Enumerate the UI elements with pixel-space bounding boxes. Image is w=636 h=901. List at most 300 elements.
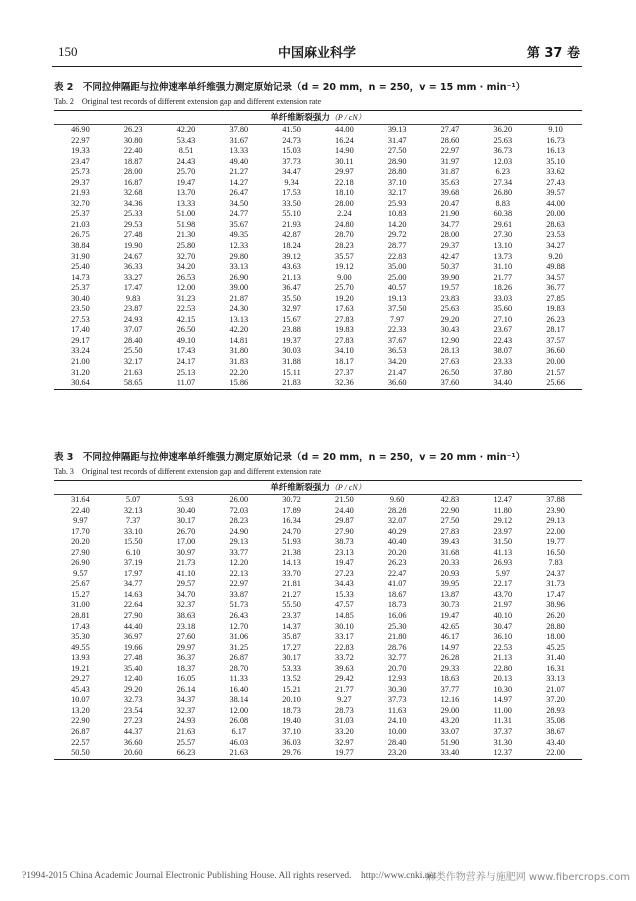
table-cell: 22.47 (387, 568, 407, 578)
table-cell: 31.25 (229, 642, 249, 652)
table-cell: 21.83 (282, 378, 301, 388)
table-cell: 34.70 (176, 589, 196, 599)
table-cell: 25.67 (71, 579, 90, 589)
table-cell: 10.83 (387, 209, 407, 219)
table-cell: 30.40 (176, 505, 196, 515)
table-cell: 16.73 (546, 135, 565, 145)
table-cell: 23.50 (71, 304, 90, 314)
table-cell: 24.30 (229, 304, 249, 314)
table-cell: 21.47 (387, 367, 407, 377)
table-cell: 16.87 (123, 177, 143, 187)
table-cell: 17.97 (123, 568, 143, 578)
table-cell: 34.40 (493, 378, 513, 388)
table-cell: 34.77 (440, 219, 460, 229)
table-cell: 37.67 (387, 335, 407, 345)
table-cell: 49.10 (176, 335, 196, 345)
table-cell: 24.90 (229, 526, 249, 536)
table-cell: 17.00 (176, 537, 196, 547)
table-cell: 34.43 (335, 579, 354, 589)
table-cell: 53.43 (176, 135, 196, 145)
table-cell: 21.93 (71, 188, 90, 198)
table-cell: 23.18 (176, 621, 196, 631)
table-cell: 15.86 (229, 378, 249, 388)
table-cell: 29.12 (493, 516, 513, 526)
table-cell: 21.81 (282, 579, 301, 589)
table-cell: 29.27 (71, 674, 90, 684)
table-cell: 12.16 (440, 695, 460, 705)
table-cell: 19.47 (440, 611, 460, 621)
table-cell: 25.70 (176, 167, 196, 177)
table-cell: 25.13 (176, 367, 196, 377)
table-cell: 26.28 (440, 653, 460, 663)
table-row (54, 188, 582, 199)
table-cell: 12.47 (493, 495, 513, 504)
table-cell: 34.50 (229, 198, 249, 208)
table-cell: 13.73 (493, 251, 513, 261)
table-cell: 18.87 (123, 156, 143, 166)
table-cell: 36.10 (493, 632, 513, 642)
table-cell: 35.10 (546, 156, 565, 166)
table-cell: 17.27 (282, 642, 301, 652)
table-cell: 21.93 (282, 219, 301, 229)
table-cell: 9.20 (548, 251, 563, 261)
table-cell: 29.53 (123, 219, 143, 229)
table-cell: 32.13 (123, 505, 143, 515)
table-cell: 19.12 (335, 262, 354, 272)
table-row (54, 209, 582, 220)
table-cell: 27.53 (71, 314, 90, 324)
table-cell: 14.81 (229, 335, 249, 345)
table-cell: 32.37 (176, 705, 196, 715)
table-cell: 31.03 (335, 716, 354, 726)
table-cell: 22.64 (123, 600, 143, 610)
table-cell: 19.13 (387, 293, 407, 303)
copyright-text: ?1994-2015 China Academic Journal Electronic Publishing House. All rights reserved. (22, 871, 352, 881)
table-cell: 49.35 (229, 230, 249, 240)
table-cell: 14.85 (335, 611, 354, 621)
table-row (54, 685, 582, 696)
table-cell: 25.33 (123, 209, 143, 219)
table-cell: 18.37 (176, 663, 196, 673)
table-cell: 25.66 (546, 378, 565, 388)
table-cell: 35.87 (282, 632, 301, 642)
table-cell: 37.73 (282, 156, 301, 166)
table-cell: 10.07 (71, 695, 90, 705)
table-cell: 21.90 (440, 209, 460, 219)
table-cell: 15.27 (71, 589, 90, 599)
table-cell: 27.83 (440, 526, 460, 536)
table-cell: 39.95 (440, 579, 460, 589)
table-cell: 33.87 (229, 589, 249, 599)
table-cell: 16.06 (387, 611, 407, 621)
table-cell: 23.37 (282, 611, 301, 621)
table-cell: 21.63 (176, 727, 196, 737)
table-cell: 13.52 (282, 674, 301, 684)
table-cell: 16.24 (335, 135, 354, 145)
table-cell: 26.87 (71, 727, 90, 737)
table-cell: 33.62 (546, 167, 565, 177)
table-cell: 26.08 (229, 716, 249, 726)
table-cell: 29.97 (335, 167, 354, 177)
table-cell: 28.73 (335, 705, 354, 715)
table-cell: 11.07 (176, 378, 196, 388)
table-cell: 42.20 (229, 325, 249, 335)
table-cell: 21.57 (546, 367, 565, 377)
table-cell: 28.13 (440, 346, 460, 356)
table-cell: 42.87 (282, 230, 301, 240)
table-cell: 25.40 (71, 262, 90, 272)
table-cell: 9.00 (337, 272, 352, 282)
table-cell: 18.00 (546, 632, 565, 642)
table-cell: 9.34 (284, 177, 299, 187)
table-row (54, 695, 582, 706)
table-cell: 34.36 (123, 198, 143, 208)
table-cell: 53.33 (282, 663, 301, 673)
table-cell: 21.38 (282, 547, 301, 557)
table-cell: 38.07 (493, 346, 513, 356)
table-cell: 26.23 (546, 314, 565, 324)
table-cell: 29.97 (176, 642, 196, 652)
table-cell: 44.00 (335, 125, 354, 134)
table-cell: 20.13 (493, 674, 513, 684)
table-row (54, 378, 582, 389)
table-cell: 29.33 (440, 663, 460, 673)
table-row (54, 125, 582, 136)
table-cell: 28.23 (229, 516, 249, 526)
table-cell: 21.77 (493, 272, 513, 282)
table-cell: 24.17 (176, 357, 196, 367)
table-cell: 32.70 (71, 198, 90, 208)
table-cell: 38.67 (546, 727, 565, 737)
table-3-bottom-rule (54, 759, 582, 760)
table-cell: 39.12 (282, 251, 301, 261)
table-cell: 30.03 (282, 346, 301, 356)
table-row (54, 706, 582, 717)
table-cell: 23.54 (123, 705, 143, 715)
table-cell: 19.37 (282, 335, 301, 345)
table-cell: 38.84 (71, 241, 90, 251)
table-row (54, 336, 582, 347)
table-cell: 34.47 (282, 167, 301, 177)
table-cell: 26.90 (71, 558, 90, 568)
table-cell: 18.17 (335, 357, 354, 367)
table-cell: 50.50 (71, 748, 90, 758)
table-cell: 29.61 (493, 219, 513, 229)
table-cell: 33.17 (335, 632, 354, 642)
table-cell: 31.97 (440, 156, 460, 166)
table-cell: 14.13 (282, 558, 301, 568)
table-cell: 22.90 (440, 505, 460, 515)
table-cell: 20.00 (546, 357, 565, 367)
table-cell: 18.24 (282, 241, 301, 251)
table-2-caption-en: Tab. 2 Original test records of different extension gap and different extension rate (54, 97, 322, 106)
table-cell: 32.68 (123, 188, 143, 198)
table-cell: 17.47 (546, 589, 565, 599)
table-cell: 39.90 (440, 272, 460, 282)
table-row (54, 579, 582, 590)
table-cell: 15.03 (282, 146, 301, 156)
table-cell: 30.17 (176, 516, 196, 526)
table-cell: 26.75 (71, 230, 90, 240)
table-cell: 34.10 (335, 346, 354, 356)
table-cell: 20.20 (387, 547, 407, 557)
table-row (54, 611, 582, 622)
table-cell: 17.53 (282, 188, 301, 198)
table-row (54, 273, 582, 284)
table-cell: 36.60 (123, 737, 143, 747)
table-cell: 22.97 (229, 579, 249, 589)
table-cell: 38.14 (229, 695, 249, 705)
table-row (54, 653, 582, 664)
table-3-column-header (54, 481, 582, 494)
table-cell: 10.30 (493, 684, 513, 694)
table-cell: 25.37 (71, 283, 90, 293)
table-cell: 19.66 (123, 642, 143, 652)
table-cell: 13.33 (229, 146, 249, 156)
table-cell: 25.37 (71, 209, 90, 219)
table-cell: 31.73 (546, 579, 565, 589)
table-cell: 23.83 (440, 293, 460, 303)
table-cell: 34.20 (387, 357, 407, 367)
table-cell: 36.20 (493, 125, 513, 134)
table-row (54, 537, 582, 548)
table-cell: 24.93 (176, 716, 196, 726)
table-cell: 37.73 (387, 695, 407, 705)
table-cell: 12.33 (229, 241, 249, 251)
table-cell: 36.77 (546, 283, 565, 293)
table-cell: 24.77 (229, 209, 249, 219)
table-cell: 9.10 (548, 125, 563, 134)
table-cell: 37.77 (440, 684, 460, 694)
table-cell: 7.83 (548, 558, 563, 568)
table-cell: 30.11 (335, 156, 354, 166)
table-cell: 30.72 (282, 495, 301, 504)
page-header (52, 40, 582, 67)
table-cell: 27.37 (335, 367, 354, 377)
table-cell: 25.00 (387, 272, 407, 282)
table-cell: 39.57 (546, 188, 565, 198)
table-cell: 30.97 (176, 547, 196, 557)
table-cell: 34.77 (123, 579, 143, 589)
table-cell: 28.80 (387, 167, 407, 177)
table-3-caption-cn: 表 3 不同拉伸隔距与拉伸速率单纤维强力测定原始记录（d = 20 mm，n = 250，v = 20 mm · min⁻¹） (54, 452, 526, 463)
table-cell: 21.63 (123, 367, 143, 377)
copyright-notice (22, 871, 436, 881)
table-cell: 37.37 (493, 727, 513, 737)
page-number: 150 (58, 44, 78, 59)
table-cell: 5.93 (178, 495, 194, 504)
table-cell: 31.88 (282, 357, 301, 367)
table-cell: 17.70 (71, 526, 90, 536)
table-cell: 49.40 (229, 156, 249, 166)
table-cell: 40.40 (387, 537, 407, 547)
table-cell: 23.90 (546, 505, 565, 515)
table-row (54, 357, 582, 368)
table-cell: 28.90 (387, 156, 407, 166)
table-cell: 16.13 (546, 146, 565, 156)
table-cell: 39.63 (335, 663, 354, 673)
table-cell: 19.40 (282, 716, 301, 726)
table-cell: 17.40 (71, 325, 90, 335)
table-cell: 27.50 (440, 516, 460, 526)
table-cell: 30.43 (440, 325, 460, 335)
table-cell: 12.00 (176, 283, 196, 293)
table-cell: 37.20 (546, 695, 565, 705)
table-cell: 29.20 (440, 314, 460, 324)
table-cell: 33.13 (546, 674, 565, 684)
table-2 (54, 80, 582, 390)
table-cell: 30.40 (71, 293, 90, 303)
table-cell: 24.37 (546, 568, 565, 578)
table-cell: 22.18 (335, 177, 354, 187)
table-cell: 26.93 (493, 558, 513, 568)
table-cell: 18.73 (387, 600, 407, 610)
table-cell: 37.88 (546, 495, 565, 504)
table-cell: 35.00 (387, 262, 407, 272)
table-cell: 36.53 (387, 346, 407, 356)
table-cell: 33.10 (123, 526, 143, 536)
table-cell: 26.50 (440, 367, 460, 377)
table-cell: 29.37 (440, 241, 460, 251)
table-cell: 33.03 (493, 293, 513, 303)
table-cell: 13.93 (71, 653, 90, 663)
table-cell: 14.97 (440, 642, 460, 652)
table-row (54, 527, 582, 538)
table-cell: 29.76 (282, 748, 301, 758)
table-cell: 7.37 (125, 516, 141, 526)
table-cell: 46.17 (440, 632, 460, 642)
table-cell: 15.33 (335, 589, 354, 599)
table-cell: 55.50 (282, 600, 301, 610)
table-cell: 20.70 (387, 663, 407, 673)
table-2-bottom-rule (54, 389, 582, 390)
table-cell: 27.83 (335, 314, 354, 324)
table-2-data (54, 125, 582, 389)
table-cell: 35.57 (335, 251, 354, 261)
table-cell: 28.00 (440, 230, 460, 240)
table-row (54, 346, 582, 357)
table-cell: 21.13 (282, 272, 301, 282)
table-cell: 28.76 (387, 642, 407, 652)
table-cell: 25.93 (387, 198, 407, 208)
table-cell: 31.83 (229, 357, 249, 367)
table-cell: 20.33 (440, 558, 460, 568)
table-cell: 22.83 (335, 642, 354, 652)
table-cell: 20.20 (71, 537, 90, 547)
table-cell: 22.20 (229, 367, 249, 377)
table-cell: 28.93 (546, 705, 565, 715)
table-row (54, 304, 582, 315)
table-cell: 30.80 (123, 135, 143, 145)
table-cell: 33.13 (229, 262, 249, 272)
table-row (54, 230, 582, 241)
table-cell: 27.63 (440, 357, 460, 367)
table-cell: 28.00 (123, 167, 143, 177)
table-cell: 16.50 (546, 547, 565, 557)
table-cell: 16.34 (282, 516, 301, 526)
table-cell: 42.65 (440, 621, 460, 631)
table-cell: 29.72 (387, 230, 407, 240)
table-cell: 9.97 (73, 516, 88, 526)
table-cell: 13.33 (176, 198, 196, 208)
table-cell: 25.70 (335, 283, 354, 293)
table-cell: 40.57 (387, 283, 407, 293)
table-cell: 12.93 (387, 674, 407, 684)
table-cell: 22.00 (546, 748, 565, 758)
table-cell: 30.47 (493, 621, 513, 631)
table-cell: 40.29 (387, 526, 407, 536)
table-cell: 34.27 (546, 241, 565, 251)
table-cell: 31.30 (493, 737, 513, 747)
table-cell: 37.50 (387, 304, 407, 314)
table-cell: 15.21 (282, 684, 301, 694)
table-cell: 42.15 (176, 314, 196, 324)
table-row (54, 569, 582, 580)
table-row (54, 548, 582, 559)
table-cell: 19.83 (335, 325, 354, 335)
journal-title: 中国麻业科学 (277, 46, 356, 61)
table-cell: 44.37 (123, 727, 143, 737)
table-cell: 16.05 (176, 674, 196, 684)
table-row (54, 241, 582, 252)
table-cell: 36.60 (387, 378, 407, 388)
table-cell: 35.67 (229, 219, 249, 229)
table-cell: 23.53 (546, 230, 565, 240)
table-cell: 13.10 (493, 241, 513, 251)
table-cell: 26.23 (123, 125, 143, 134)
table-cell: 12.70 (229, 621, 249, 631)
table-row (54, 294, 582, 305)
table-2-column-header (54, 111, 582, 124)
table-cell: 12.00 (229, 705, 249, 715)
table-cell: 31.64 (71, 495, 90, 504)
cnki-url[interactable]: http://www.cnki.net (361, 871, 437, 881)
table-cell: 14.20 (387, 219, 407, 229)
table-cell: 32.36 (335, 378, 354, 388)
table-cell: 31.40 (546, 653, 565, 663)
table-cell: 29.17 (71, 335, 90, 345)
table-cell: 12.03 (493, 156, 513, 166)
table-cell: 14.90 (335, 146, 354, 156)
table-cell: 60.38 (493, 209, 513, 219)
table-cell: 9.57 (73, 568, 88, 578)
table-cell: 37.10 (387, 177, 407, 187)
table-cell: 24.73 (282, 135, 301, 145)
table-cell: 37.10 (282, 727, 301, 737)
table-cell: 16.40 (229, 684, 249, 694)
table-3-column-title: 单纤维断裂强力 (270, 483, 330, 493)
table-cell: 14.63 (123, 589, 143, 599)
table-cell: 35.08 (546, 716, 565, 726)
table-cell: 27.23 (123, 716, 143, 726)
table-cell: 31.68 (440, 547, 460, 557)
table-cell: 43.20 (440, 716, 460, 726)
table-cell: 9.83 (125, 293, 141, 303)
table-cell: 32.70 (176, 251, 196, 261)
table-cell: 19.83 (546, 304, 565, 314)
table-cell: 35.60 (493, 304, 513, 314)
table-cell: 21.03 (71, 219, 90, 229)
table-cell: 26.90 (229, 272, 249, 282)
table-row (54, 283, 582, 294)
table-cell: 22.53 (493, 642, 513, 652)
table-cell: 6.23 (495, 167, 511, 177)
table-row (54, 368, 582, 379)
table-cell: 37.80 (493, 367, 513, 377)
table-row (54, 558, 582, 569)
table-cell: 25.73 (71, 167, 90, 177)
table-cell: 22.13 (229, 568, 249, 578)
